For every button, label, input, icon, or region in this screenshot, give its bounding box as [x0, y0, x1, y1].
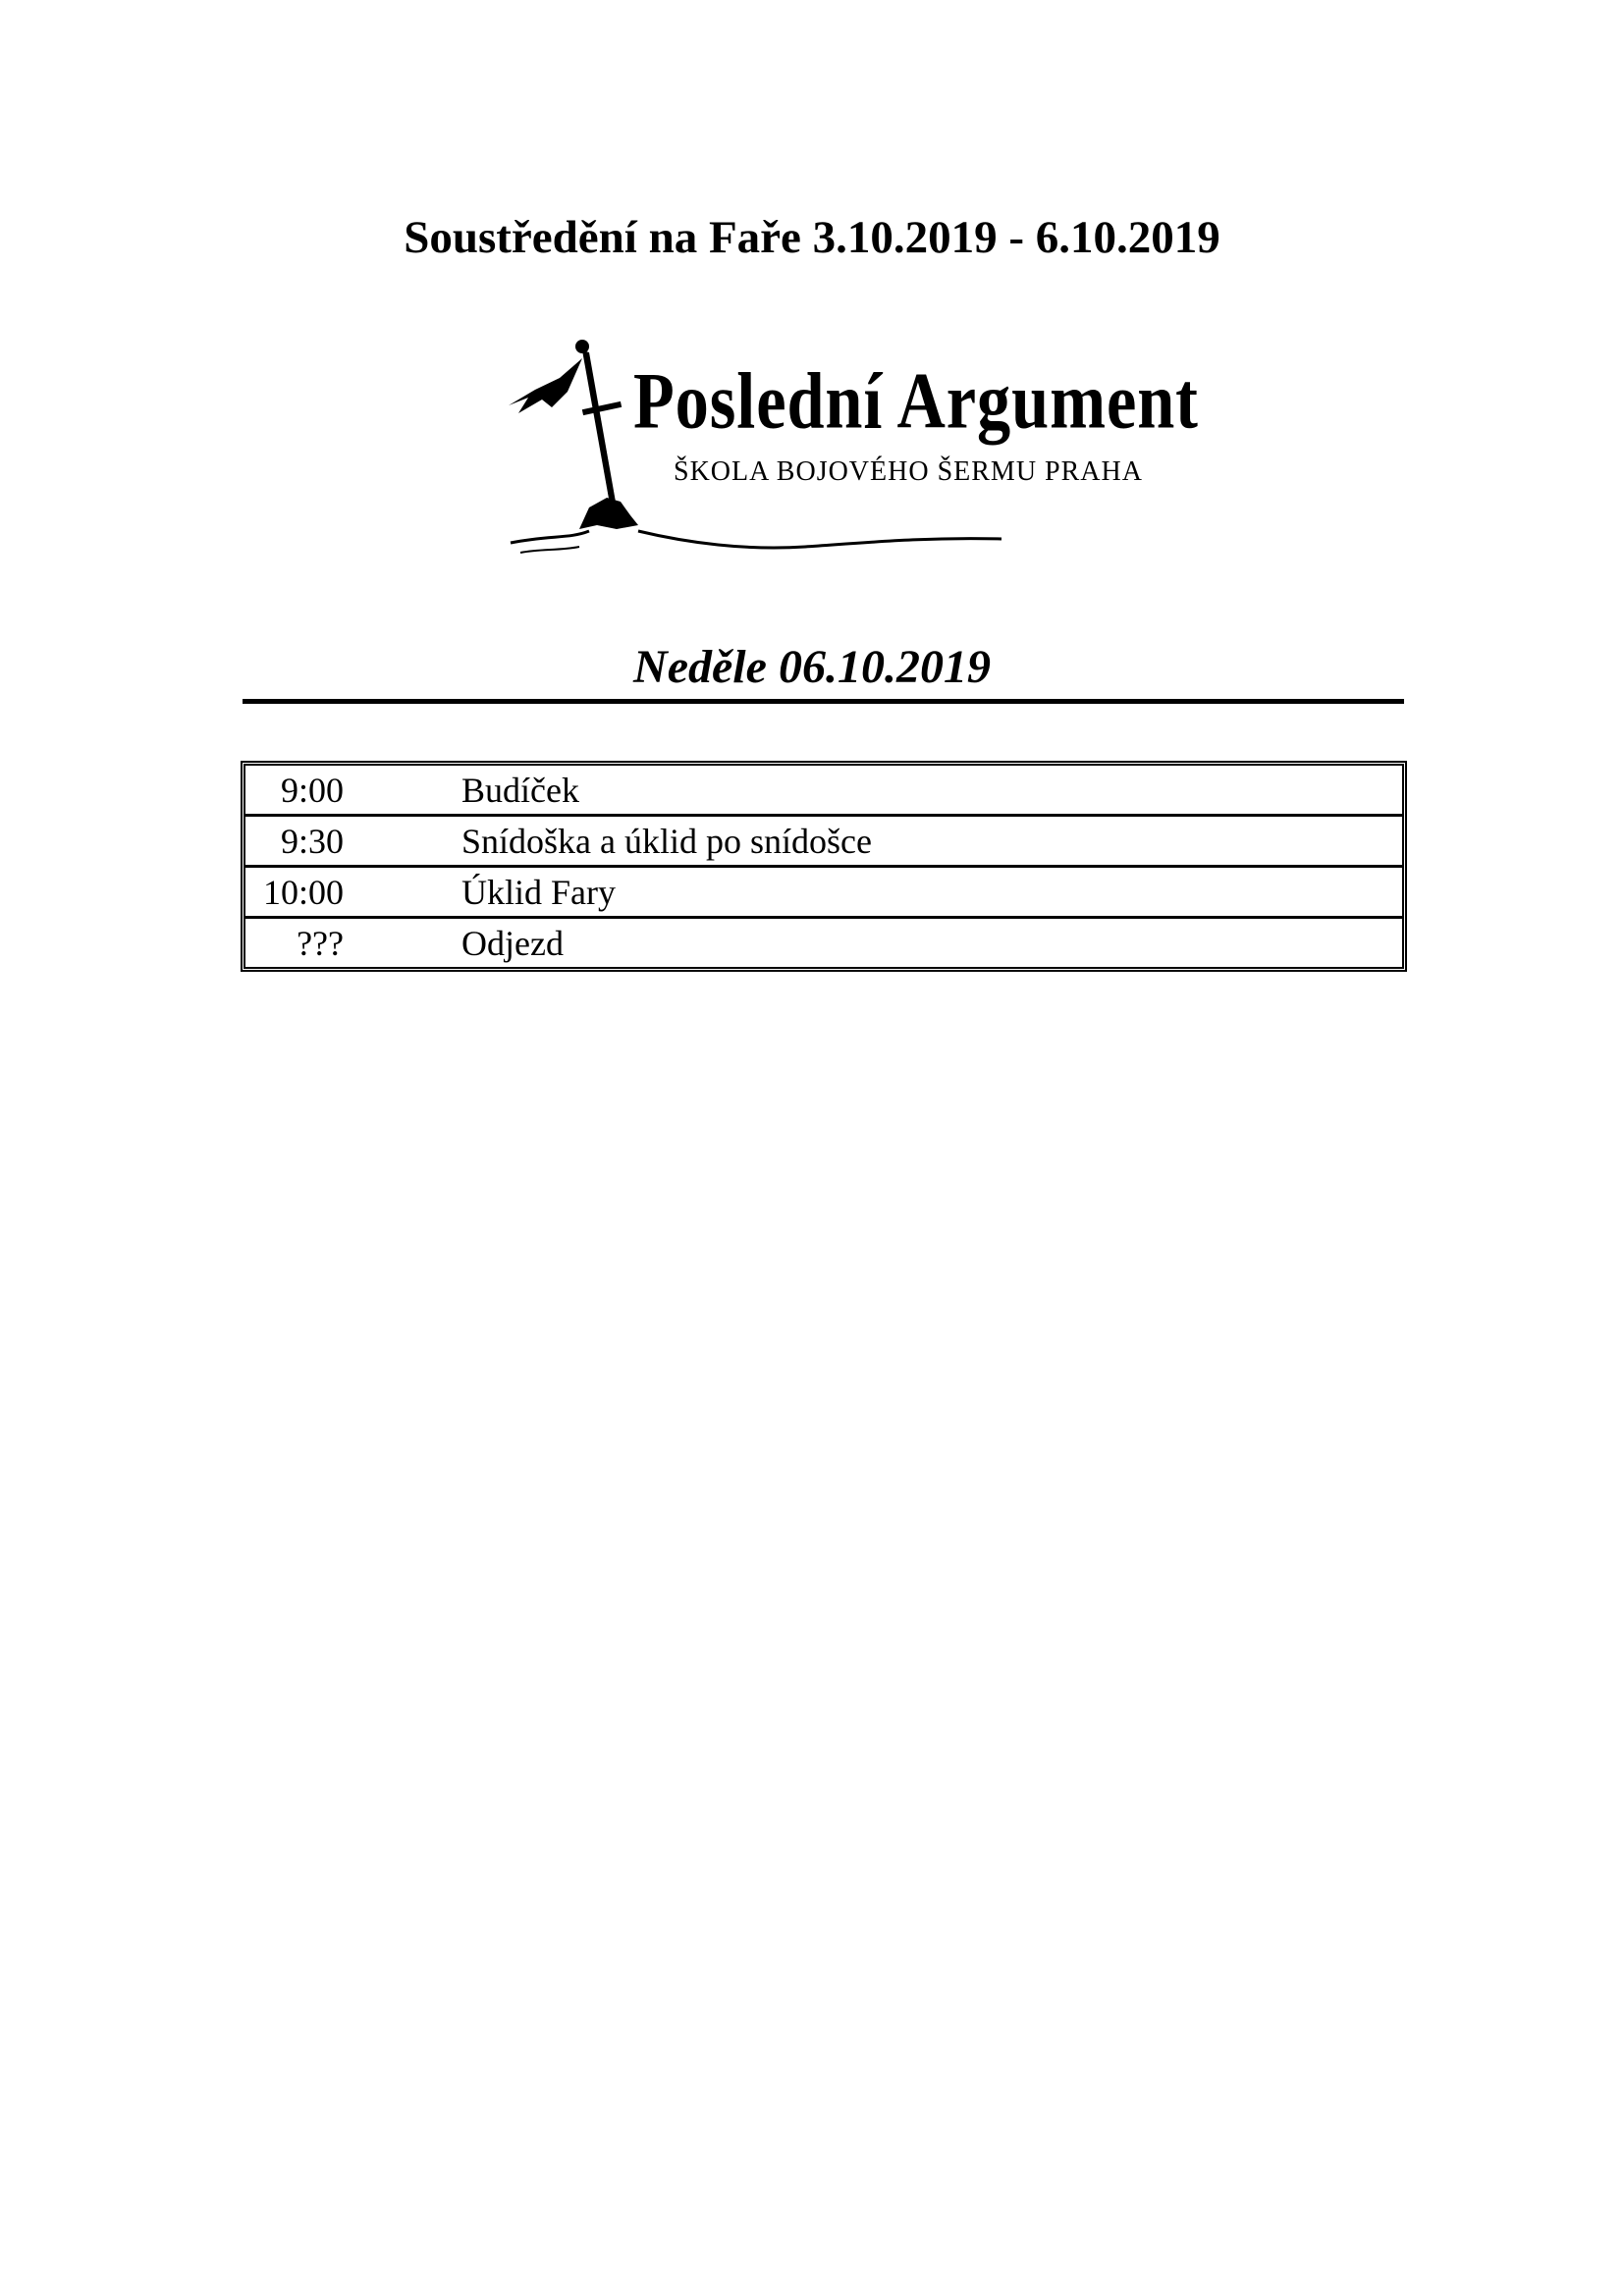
table-row — [245, 766, 1402, 814]
time-cell: ??? — [297, 923, 344, 963]
table-row — [245, 814, 1402, 865]
day-heading: Neděle 06.10.2019 — [633, 641, 991, 693]
logo — [491, 329, 1199, 560]
time-cell: 9:00 — [280, 770, 344, 810]
logo-subtitle: ŠKOLA BOJOVÉHO ŠERMU PRAHA — [674, 456, 1143, 487]
activity-cell: Odjezd — [461, 923, 564, 963]
logo-name: Poslední Argument — [633, 356, 1199, 446]
schedule-table — [241, 761, 1407, 972]
time-cell: 10:00 — [262, 872, 344, 912]
table-row — [245, 916, 1402, 967]
divider — [243, 699, 1404, 704]
page-title: Soustředění na Faře 3.10.2019 - 6.10.2019 — [404, 212, 1220, 263]
activity-cell: Snídoška a úklid po snídošce — [461, 821, 872, 861]
activity-cell: Úklid Fary — [461, 872, 616, 912]
time-cell: 9:30 — [280, 821, 344, 861]
activity-cell: Budíček — [461, 770, 579, 810]
table-row — [245, 865, 1402, 916]
